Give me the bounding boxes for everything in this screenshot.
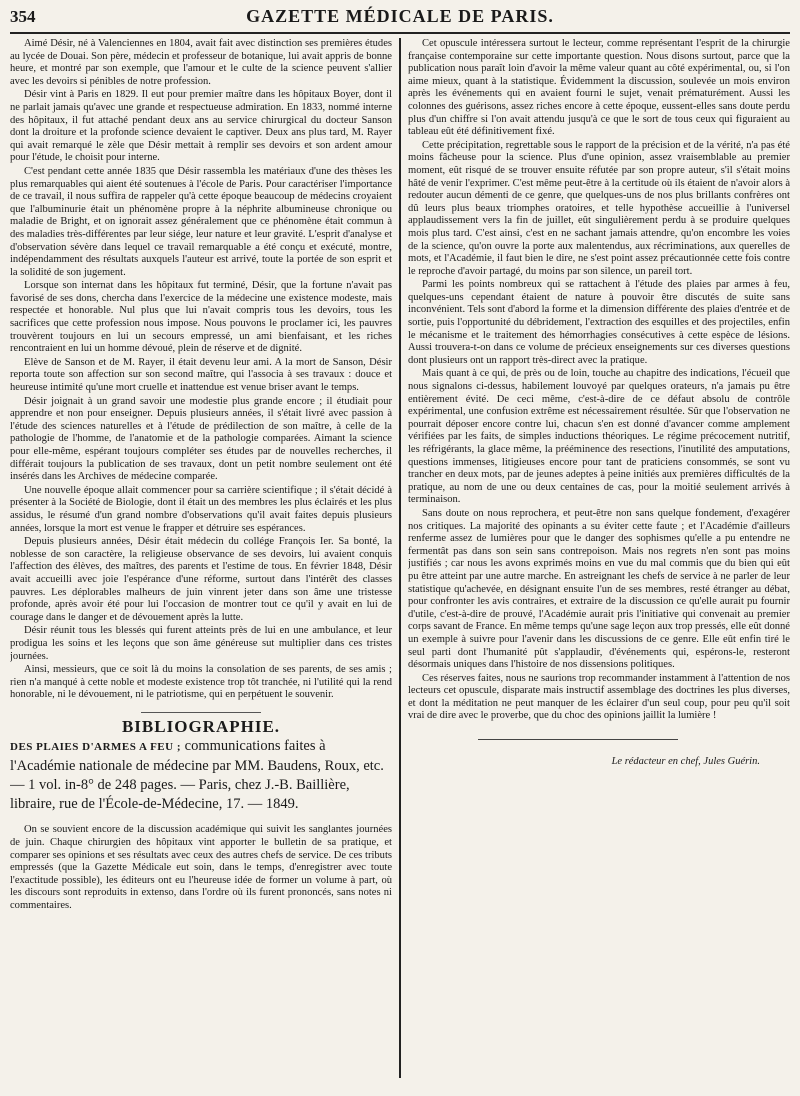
editor-signature: Le rédacteur en chef, Jules Guérin. <box>611 756 760 768</box>
bibliography-entry <box>10 737 392 814</box>
paragraph: Désir réunit tous les blessés qui furent atteints près de lui en une ambulance, et leur prodigua les soins et les leçons que son âme généreuse sut multiplier dans ces tristes journées. <box>10 625 392 662</box>
paragraph: Une nouvelle époque allait commencer pour sa carrière scientifique ; il s'était décidé à présenter à la Société de Biologie, dont il était un des membres les plus éclairés et les plus assidus, le résumé d'un grand nombre d'observations qu'il avait faites depuis plusieurs années, lorsque la mort est venue le frapper et détruire ses espérances. <box>10 484 392 534</box>
paragraph: Désir vint à Paris en 1829. Il eut pour premier maître dans les hôpitaux Boyer, dont il ne parlait jamais qu'avec une grande et respectueuse admiration. En 1833, nommé interne des hôpitaux, il fut attaché pendant deux ans au service chirurgical du docteur Sanson dont la droiture et la profonde science devaient le captiver. Deux ans plus tard, M. Rayer qui avait remarqué le zèle que Désir mettait à remplir ses devoirs et son ardent amour pour l'étude, le choisit pour interne. <box>10 89 392 164</box>
page-header <box>10 6 790 34</box>
right-column <box>408 38 790 1078</box>
bibliography-paragraph: On se souvient encore de la discussion académique qui suivit les sanglantes journées de juin. Chaque chirurgien des hôpitaux vint apporter le bulletin de sa pratique, et comparer ses opinions et ses résultats avec ceux des autres chefs de service. De ces tributs empressés (que la Gazette Médicale eut soin, dans le temps, d'enregistrer avec toute l'exactitude possible), les éditeurs ont eu l'heureuse idée de former un volume à part, où les discours sont reproduits in extenso, dans l'ordre où ils furent prononcés, sans notes ni commentaires. <box>10 824 392 912</box>
paragraph: Elève de Sanson et de M. Rayer, il était devenu leur ami. A la mort de Sanson, Désir reporta toute son affection sur son second maître, qui l'associa à ses travaux : douce et heureuse intimité qu'une mort cruelle et inattendue est venue briser avant le temps. <box>10 356 392 394</box>
journal-title: GAZETTE MÉDICALE DE PARIS. <box>246 6 554 26</box>
page-number: 354 <box>10 7 36 26</box>
section-divider <box>141 712 261 713</box>
paragraph: Ainsi, messieurs, que ce soit là du moins la consolation de ses parents, de ses amis ; rien n'a manqué à cette noble et modeste existence trop tôt tranchée, ni l'utilité qui la rend honorable, ni le dévouement, ni le patriotisme, qui en perpétuent le souvenir. <box>10 664 392 701</box>
paragraph: Parmi les points nombreux qui se rattachent à l'étude des plaies par armes à feu, quelques-uns cependant étaient de nature à pouvoir être discutés de suite sans inconvénient. Tels sont d'abord la forme et la dimension différente des plaies d'entrée et de sortie, puis l'opportunité du débridement, l'extraction des esquilles et des projectiles, enfin le mécanisme et le traitement des hémorrhagies consécutives à cette espèce de lésions. Aussi trouvera-t-on dans ce volume de précieux enseignements sur ces diverses questions dont plusieurs ont un rapport très-direct avec la pratique. <box>407 279 790 366</box>
columns <box>10 38 790 1078</box>
closing-rule <box>478 739 678 740</box>
left-column <box>10 38 392 1078</box>
paragraph: Mais quant à ce qui, de près ou de loin, touche au chapitre des indications, l'écueil que nous signalons ci-dessus, habilement louvoyé par quelques orateurs, n'a jamais pu être entièrement évité. De ceci même, c'est-à-dire de ce défaut absolu de contrôle expérimental, une confusion extrême est nécessairement résultée. Sûr que l'observation ne pourrait déposer encore contre lui, chacun s'en est donné d'avancer comme amplement vérifiées par les faits, de simples inductions théoriques. Le régime précocement nutritif, les réfrigérants, la glace même, la prééminence des resections, l'inutilité des amputations, questions immenses, litigieuses encore pour tant de praticiens consommés, se sont vu trancher en deux mots, par de jeunes adeptes à peine initiés aux premières difficultés de la pratique, au nom de une ou deux centaines de cas, pour la moitié seulement arrivés à terminaison. <box>407 368 790 506</box>
paragraph: Lorsque son internat dans les hôpitaux fut terminé, Désir, que la fortune n'avait pas favorisé de ses dons, chercha dans l'exercice de la médecine une existence modeste, mais respectée et honorable. Nul plus que lui n'avait compris tous les devoirs, tous les sacrifices que cette profession nous impose. Nous pouvons le proclamer ici, les pauvres trouvèrent toujours en lui un secours empressé, un ami bienfaisant, et les riches rencontraient en lui un homme dévoué, plein de réserve et de dignité. <box>10 280 392 355</box>
paragraph: Sans doute on nous reprochera, et peut-être non sans quelque fondement, d'exagérer nos critiques. La majorité des opinants a su éviter cette faute ; et l'Académie d'ailleurs renferme assez de lumières pour que le danger des sophismes qu'elle a pu entendre ne fermentât pas dans son sein sans contrepoison. Mais nos regrets n'en sont pas moins justifiés ; car nous les avons exprimés moins en vue du mal commis que du bien qui eût pu être atteint par une autre marche. En astreignant les chefs de service à ne parler de leur statistique qu'achevée, en désignant ensuite l'un de ses membres, resté étranger au débat, pour confronter les avis contraires, et extraire de la discussion ce qu'elle aurait pu fournir d'utile, c'est-à-dire de prouvé, l'Académie aurait pris l'initiative qui convenait au premier corps savant de France. En même temps qu'une sage leçon aux trop pressés, elle eût donné un exemple à suivre pour l'avenir dans les discussions de ce genre. Elle eût enfin tiré le seul parti dont l'humanité pût s'applaudir, d'événements qui, espérons-le, resteront désormais uniques dans l'histoire de nos dissensions politiques. <box>407 507 790 671</box>
paragraph: Ces réserves faites, nous ne saurions trop recommander instamment à l'attention de nos lecteurs cet opuscule, disparate mais instructif assemblage des doctrines les plus diverses, et dont la méditation ne peut manquer de les éclairer d'un seul coup, pour peu qu'il soit vrai de dire avec le proverbe, que du choc des opinions jaillit la lumière ! <box>407 672 790 722</box>
bibliography-entry-details: communications faites à l'Académie nationale de médecine par MM. Baudens, Roux, etc. — 1 vol. in-8° de 248 pages. — Paris, chez J.-B. Baillière, libraire, rue de l'École-de-Médecine, 17. — 1849. <box>10 738 384 813</box>
review-text <box>408 38 790 723</box>
paragraph: Cette précipitation, regrettable sous le rapport de la précision et de la vérité, n'a pas été moins fâcheuse pour la science. Plus d'une opinion, assez vraisemblable au premier moment, eût risqué de se trouver ensuite réfutée par son propre auteur, s'il s'était moins hâté de venir l'exprimer. C'est même peut-être à la certitude où ils étaient de n'avoir alors à redouter aucun démenti de ce genre, que quelques-uns de nos plus brillants confrères ont dû leurs plus beaux triomphes oratoires, et telle hypothèse accueillie à l'universel applaudissement vers la fin de juillet, eût singulièrement perdu à se produire quelques mois plus tard. C'est ainsi, c'est en ne sachant jamais attendre, qu'on encombre les voies de la science, qu'on ouvre la porte aux malentendus, aux récriminations, aux querelles de mots, et l'Académie, il faut bien le dire, ne s'est point assez précautionnée cette fois contre le reproche d'avoir partagé, du moins par son silence, un pareil tort. <box>407 139 790 277</box>
paragraph: Cet opuscule intéressera surtout le lecteur, comme représentant l'esprit de la chirurgie française contemporaine sur cette importante question. Nous disons surtout, parce que la publication nous paraît loin d'avoir la même valeur quant au côté expérimental, ou, si l'on aime mieux, quant à la statistique. Évidemment la discussion, soulevée un mois environ après les événements qui en avaient fourni le sujet, venait prématurément. Aussi les colonnes des guérisons, assez riches encore à cette époque, eussent-elles sans doute perdu plus d'un chiffre si l'on avait attendu jusqu'à ce que le sort de tous ceux qui figuraient au tableau eût été définitivement fixé. <box>407 38 790 138</box>
obituary-text <box>10 38 392 702</box>
paragraph: Aimé Désir, né à Valenciennes en 1804, avait fait avec distinction ses premières études au lycée de Douai. Son père, médecin et professeur de botanique, lui avait appris de bonne heure, et montré par son exemple, que l'amour et le culte de la science peuvent s'allier avec les devoirs si pénibles de notre profession. <box>10 38 392 87</box>
bibliography-entry-title: DES PLAIES D'ARMES A FEU ; <box>10 741 182 754</box>
paragraph: Désir joignait à un grand savoir une modestie plus grande encore ; il étudiait pour apprendre et non pour enseigner. Depuis plusieurs années, il s'était livré avec passion à l'étude des sciences naturelles et à l'étude de prédilection de son maître, à celle de la pathologie de l'homme, de l'anatomie et de la pathologie comparées. Aimant la science pour elle-même, espérant toujours compléter ses études par de nouvelles recherches, il différait toujours la publication de ses travaux, dont un petit nombre seulement ont été insérés dans les Archives de médecine comparée. <box>10 395 392 483</box>
bibliography-heading: BIBLIOGRAPHIE. <box>121 716 281 736</box>
paragraph: Depuis plusieurs années, Désir était médecin du collége François Ier. Sa bonté, la noblesse de son caractère, la religieuse observance de ses devoirs, lui avaient conquis l'affection des élèves, des maîtres, des parents et l'estime de tous. En février 1848, Désir avait accueilli avec joie l'espérance d'une réforme, surtout dans l'intérêt des classes pauvres. Les déplorables malheurs de juin vinrent jeter dans son âme une tristesse profonde, après avoir été pour lui l'occasion de montrer tout ce qu'il y avait en lui de courage dans le danger et de dévouement après la lutte. <box>10 536 392 623</box>
paragraph: C'est pendant cette année 1835 que Désir rassembla les matériaux d'une des thèses les plus remarquables qui aient été soutenues à l'école de Paris. Pour caractériser l'importance de ce travail, il nous suffira de rappeler qu'à cette époque beaucoup de médecins croyaient que l'albuminurie était un phénomène propre à la néphrite albumineuse chronique ou maladie de Bright, et on ignorait assez généralement que ce phénomène était commun à des maladies très-différentes par leur siége, leur nature et leur gravité. L'esprit d'analyse et d'observation sévère dans lequel ce travail remarquable a été conçu et exécuté, montre, indépendamment des résultats auxquels l'auteur est arrivé, toute la portée de son esprit et la solidité de son jugement. <box>10 165 392 278</box>
column-rule <box>399 38 401 1078</box>
